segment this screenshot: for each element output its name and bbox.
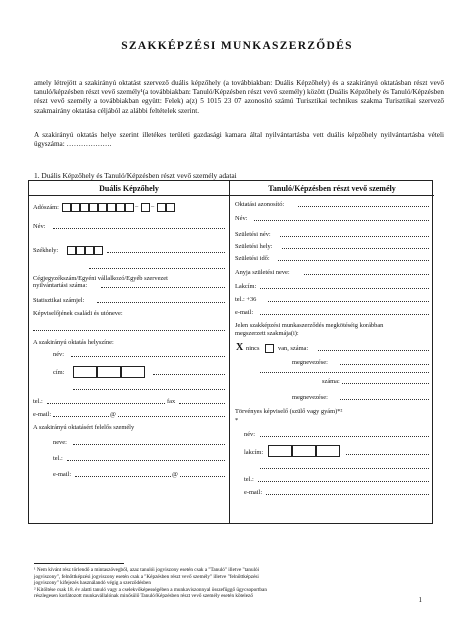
intro-paragraph: amely létrejött a szakirányú oktatást szervező duális képzőhely (a továbbiakban: Duális Képzőhely) és a szakirányú oktatásban részt vevő tanuló/képzésben részt vevő személy¹(a továbbiakban: Tanuló/Képzésben részt vevő személy) között (Duális Képzőhely és Tanuló/Képzésben részt vevő személy a továbbiakban együtt: Felek) a(z) 5 1015 23 07 azonosító számú Turisztikai technikus szakma Turisztikai szervező szakmairány oktatása céljából az alábbi feltételek szerint. [34,79,444,115]
footnote-2-line-2: részlegesen korlátozott munkavállalónak minősülő Tanuló/Képzésben részt vevő személy esetén kötelező [34,593,253,600]
student-tel-label: tel.: +36 [235,296,257,303]
stat-label: Statisztikai számjel: [33,297,85,304]
site-fax-label: fax [167,398,176,405]
site-city-field[interactable] [153,368,225,375]
prior-designation-field-2[interactable] [340,393,429,400]
registry-label-2: nyilvántartási száma: [33,282,88,289]
no-prior-label: nincs [246,345,260,352]
document-title: SZAKKÉPZÉSI MUNKASZERZŐDÉS [121,40,353,52]
site-tel-label: tel.: [33,398,43,405]
guardian-name-label: név: [244,431,256,438]
no-prior-checkbox[interactable] [265,344,274,353]
has-prior-label: van, száma: [278,345,309,352]
responsible-tel-label: tel.: [53,455,63,462]
chamber-paragraph: A szakirányú oktatás helye szerint illetékes területi gazdasági kamara által nyilvántartásba vett duális képzőhely nyilvántartásba vételi ügyszáma: ………………. [34,131,444,149]
site-name-label: név: [53,351,65,358]
seat-address-field[interactable] [89,262,225,269]
responsible-name-field[interactable] [73,438,225,445]
responsible-name-label: neve: [53,439,67,446]
birth-date-label: Születési idő: [235,255,270,262]
edu-id-field[interactable] [298,200,429,207]
footnote-separator [34,563,124,564]
student-name-field[interactable] [254,214,429,221]
guardian-name-field[interactable] [260,430,429,437]
prior-count-field[interactable] [318,344,429,351]
responsible-tel-field[interactable] [67,454,225,461]
footnote-2-line-1: ² Kitöltése csak 18. év alatti tanuló vagy a cselekvőképességében a munkaviszonnyal összefüggő ügycsoportban [34,586,267,593]
stat-field[interactable] [97,296,225,303]
student-tel-field[interactable] [268,295,429,302]
student-name-label: Név: [235,215,248,222]
prior-contract-text-1: Jelen szakképzési munkaszerződés megkötéséig korábban [235,322,384,329]
site-address-label: cím: [53,369,65,376]
dual-training-site-column: Duális Képzőhely Adószám: – – Név: Székhely: Cégjegyzékszám/Egyéni vállalkozó/Egyéb szervezet nyilvántartási száma: Statisztikai számjel: Képviselőjének családi és utóneve: A szakirányú oktatás helyszíne: név: cím: tel.: fax e-mail: @ A szakirányú oktatásért felelős személy neve: tel.: e-mail: @ [29,181,230,523]
student-column [230,181,434,523]
dual-site-header: Duális Képzőhely [29,181,229,196]
prior-contract-text-2: megszerzett szakmája(i): [235,330,299,337]
guardian-street-field[interactable] [260,462,429,469]
birth-date-field[interactable] [278,254,429,261]
student-address-field[interactable] [260,282,429,289]
responsible-person-heading: A szakirányú oktatásért felelős személy [33,424,135,431]
student-email-label: e-mail: [235,309,254,316]
guardian-city-field[interactable] [346,448,429,455]
name-field[interactable] [53,222,225,229]
student-email-field[interactable] [260,308,429,315]
prior-number-field[interactable] [342,377,429,384]
site-email-label: e-mail: [33,411,52,418]
birth-place-field[interactable] [282,242,429,249]
edu-id-label: Oktatási azonosító: [235,201,285,208]
seat-label: Székhely: [33,247,59,254]
prior-designation-field-1[interactable] [340,358,429,365]
footnote-1-line-2: jogviszony", felnőttképzési jogviszony esetén csak a "Képzésben részt vevő személy" illetve "felnőttképzési [34,573,259,580]
prior-designation-extra[interactable] [260,366,429,373]
no-prior-checkmark[interactable]: X [236,342,244,353]
guardian-address-label: lakcím: [244,449,264,456]
birth-name-label: Születési név: [235,231,271,238]
footnote-1-line-1: ¹ Nem kívánt rész törlendő a mintaszövegből, azaz tanulói jogviszony esetén csak a "Tanuló" illetve "tanulói [34,567,260,573]
training-site-heading: A szakirányú oktatás helyszíne: [33,339,114,346]
responsible-email-user-field[interactable] [75,470,171,477]
student-header: Tanuló/Képzésben részt vevő személy [230,181,434,196]
footnotes [34,567,444,600]
site-street-field[interactable] [73,383,225,390]
parties-table [28,180,433,524]
student-address-label: Lakcím: [235,283,257,290]
guardian-heading: Törvényes képviselő (szülő vagy gyám)*² [235,408,343,415]
guardian-tel-field[interactable] [258,475,429,482]
site-email-domain-field[interactable] [118,410,225,417]
birth-place-label: Születési hely: [235,243,273,250]
prior-designation-label-1: megnevezése: [292,359,328,366]
prior-designation-label-2: megnevezése: [292,394,328,401]
representative-label: Képviselőjének családi és utóneve: [33,310,123,317]
registry-field[interactable] [101,281,225,288]
site-email-user-field[interactable] [53,410,109,417]
responsible-email-domain-field[interactable] [180,470,225,477]
site-name-field[interactable] [71,350,225,357]
guardian-tel-label: tel.: [244,476,254,483]
prior-number-label: száma: [322,378,340,385]
site-fax-field[interactable] [179,397,225,404]
guardian-asterisk: * [235,417,239,424]
site-tel-field[interactable] [47,397,165,404]
site-email-at: @ [110,411,116,418]
seat-city-field[interactable] [107,246,225,253]
responsible-email-at: @ [172,471,178,478]
mother-name-label: Anyja születési neve: [235,269,290,276]
representative-field[interactable] [33,324,225,331]
responsible-email-label: e-mail: [53,471,72,478]
birth-name-field[interactable] [280,230,429,237]
tax-number-label: Adószám: [33,204,59,211]
name-label: Név: [33,223,46,230]
guardian-email-label: e-mail: [244,489,263,496]
section-heading: 1. Duális Képzőhely és Tanuló/Képzésben részt vevő személy adatai [34,171,237,180]
mother-name-field[interactable] [304,268,429,275]
footnote-1-line-3: jogviszony" kifejezés használandó végig a szerződésben [34,580,151,587]
page-number: 1 [418,596,422,604]
guardian-email-field[interactable] [266,488,429,495]
registry-label-1: Cégjegyzékszám/Egyéni vállalkozó/Egyéb szervezet [33,275,168,282]
